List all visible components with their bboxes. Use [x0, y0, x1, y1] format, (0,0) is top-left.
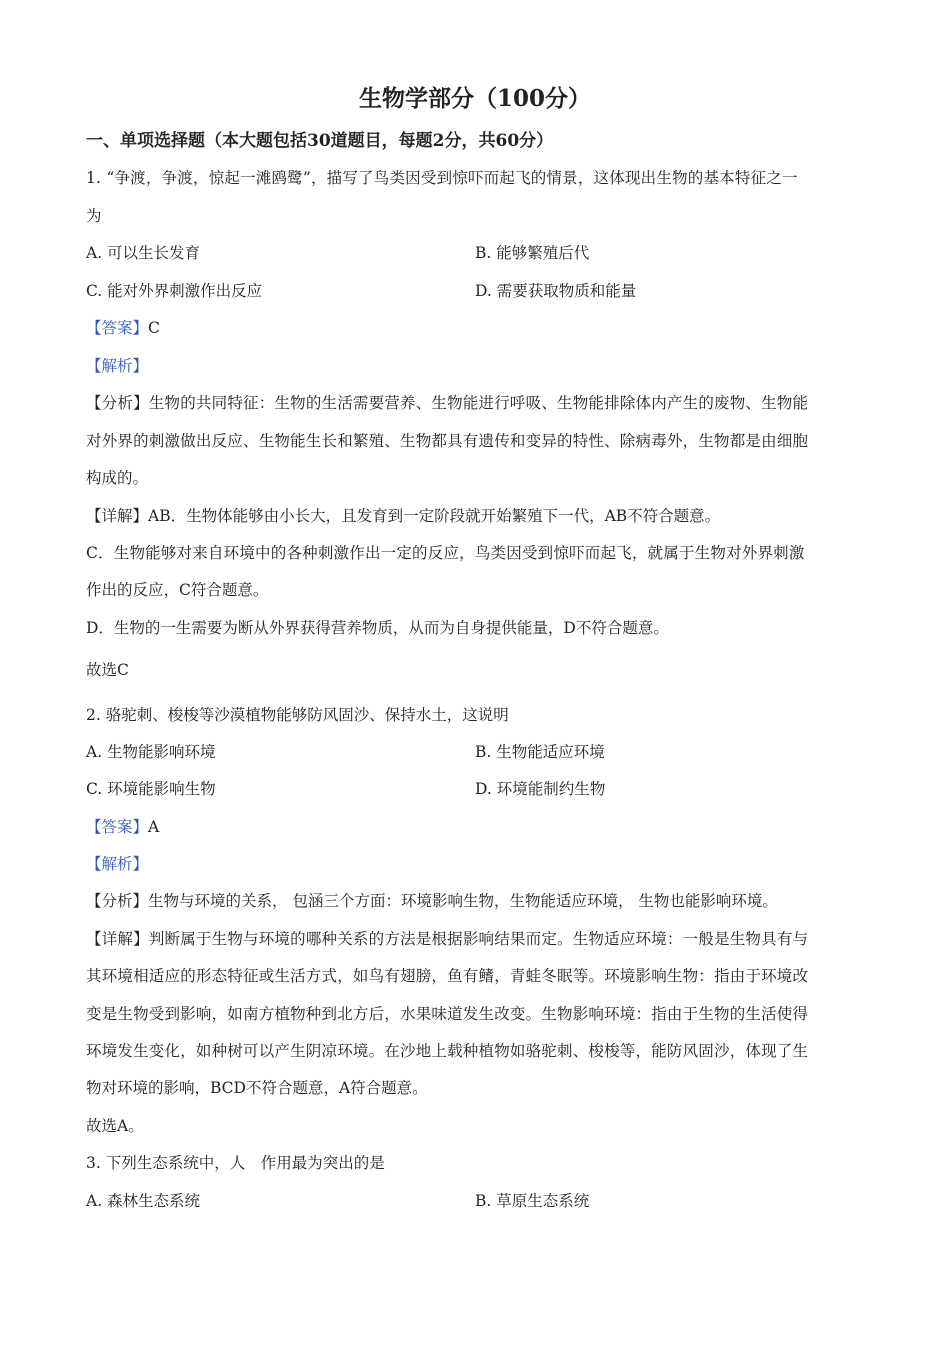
q3-option-b: B. 草原生态系统 [475, 1192, 590, 1210]
q1-fenxi-line2: 对外界的刺激做出反应、生物能生长和繁殖、生物都具有遗传和变异的特性、除病毒外，生物都是由细胞 [86, 432, 809, 450]
q1-fenxi-line3: 构成的。 [86, 469, 149, 487]
q1-option-b: B. 能够繁殖后代 [475, 244, 590, 262]
q1-stem-line1: 1. “争渡，争渡，惊起一滩鸥鹭”，描写了鸟类因受到惊吓而起飞的情景，这体现出生物的基本特征之一 [86, 169, 798, 187]
q2-answer [86, 817, 866, 837]
analysis-tag: 【解析】 [86, 357, 149, 375]
q1-stem-line2: 为 [86, 207, 102, 225]
q2-option-d: D. 环境能制约生物 [475, 780, 606, 798]
fenxi-text: 生物的共同特征：生物的生活需要营养、生物能进行呼吸、生物能排除体内产生的废物、生物能 [148, 394, 809, 412]
q2-xiangjie-line2: 其环境相适应的形态特征或生活方式，如鸟有翅膀，鱼有鳍，青蛙冬眠等。环境影响生物：指由于环境改 [86, 967, 809, 985]
answer-value: A [148, 818, 160, 836]
xiangjie-tag: 【详解】 [86, 930, 149, 948]
q2-stem: 2. 骆驼刺、梭梭等沙漠植物能够防风固沙、保持水土，这说明 [86, 706, 509, 724]
q2-conclusion: 故选A。 [86, 1117, 144, 1135]
q2-xiangjie-line3: 变是生物受到影响，如南方植物种到北方后，水果味道发生改变。生物影响环境：指由于生物的生活使得 [86, 1005, 809, 1023]
q1-option-c: C. 能对外界刺激作出反应 [86, 282, 263, 300]
q2-option-a: A. 生物能影响环境 [86, 743, 216, 761]
section-heading: 一、单项选择题（本大题包括30道题目，每题2分，共60分） [86, 131, 554, 151]
q1-c-line2: 作出的反应，C符合题意。 [86, 581, 269, 599]
page-title: 生物学部分（100分） [358, 85, 591, 112]
q3-stem: 3. 下列生态系统中，人 作用最为突出的是 [86, 1154, 385, 1172]
q2-option-c: C. 环境能影响生物 [86, 780, 216, 798]
q1-fenxi-line1 [86, 393, 866, 413]
q2-analysis-heading [86, 854, 866, 874]
q1-option-d: D. 需要获取物质和能量 [475, 282, 637, 300]
q1-d-line: D．生物的一生需要为断从外界获得营养物质，从而为自身提供能量，D不符合题意。 [86, 619, 669, 637]
fenxi-text: 生物与环境的关系， 包涵三个方面：环境影响生物，生物能适应环境， 生物也能影响环境。 [148, 892, 778, 910]
q1-c-line1: C．生物能够对来自环境中的各种刺激作出一定的反应，鸟类因受到惊吓而起飞，就属于生物对外界刺激 [86, 544, 805, 562]
q2-xiangjie-line5: 物对环境的影响，BCD不符合题意，A符合题意。 [86, 1079, 428, 1097]
q1-conclusion: 故选C [86, 661, 129, 679]
q2-option-b: B. 生物能适应环境 [475, 743, 605, 761]
xiangjie-text: AB．生物体能够由小长大，且发育到一定阶段就开始繁殖下一代，AB不符合题意。 [148, 507, 721, 525]
fenxi-tag: 【分析】 [86, 394, 149, 412]
fenxi-tag: 【分析】 [86, 892, 149, 910]
answer-tag: 【答案】 [86, 818, 149, 836]
q2-xiangjie-line4: 环境发生变化，如种树可以产生阴凉环境。在沙地上载种植物如骆驼刺、梭梭等，能防风固沙，体现了生 [86, 1042, 809, 1060]
analysis-tag: 【解析】 [86, 855, 149, 873]
q1-analysis-heading [86, 356, 866, 376]
xiangjie-tag: 【详解】 [86, 507, 149, 525]
answer-tag: 【答案】 [86, 319, 149, 337]
q1-answer [86, 318, 866, 338]
q2-fenxi-line1 [86, 891, 866, 911]
q3-option-a: A. 森林生态系统 [86, 1192, 201, 1210]
answer-value: C [148, 319, 160, 337]
xiangjie-text: 判断属于生物与环境的哪种关系的方法是根据影响结果而定。生物适应环境：一般是生物具有与 [148, 930, 809, 948]
q2-xiangjie-line1 [86, 929, 866, 949]
q1-xiangjie-line1 [86, 506, 866, 526]
q1-option-a: A. 可以生长发育 [86, 244, 201, 262]
